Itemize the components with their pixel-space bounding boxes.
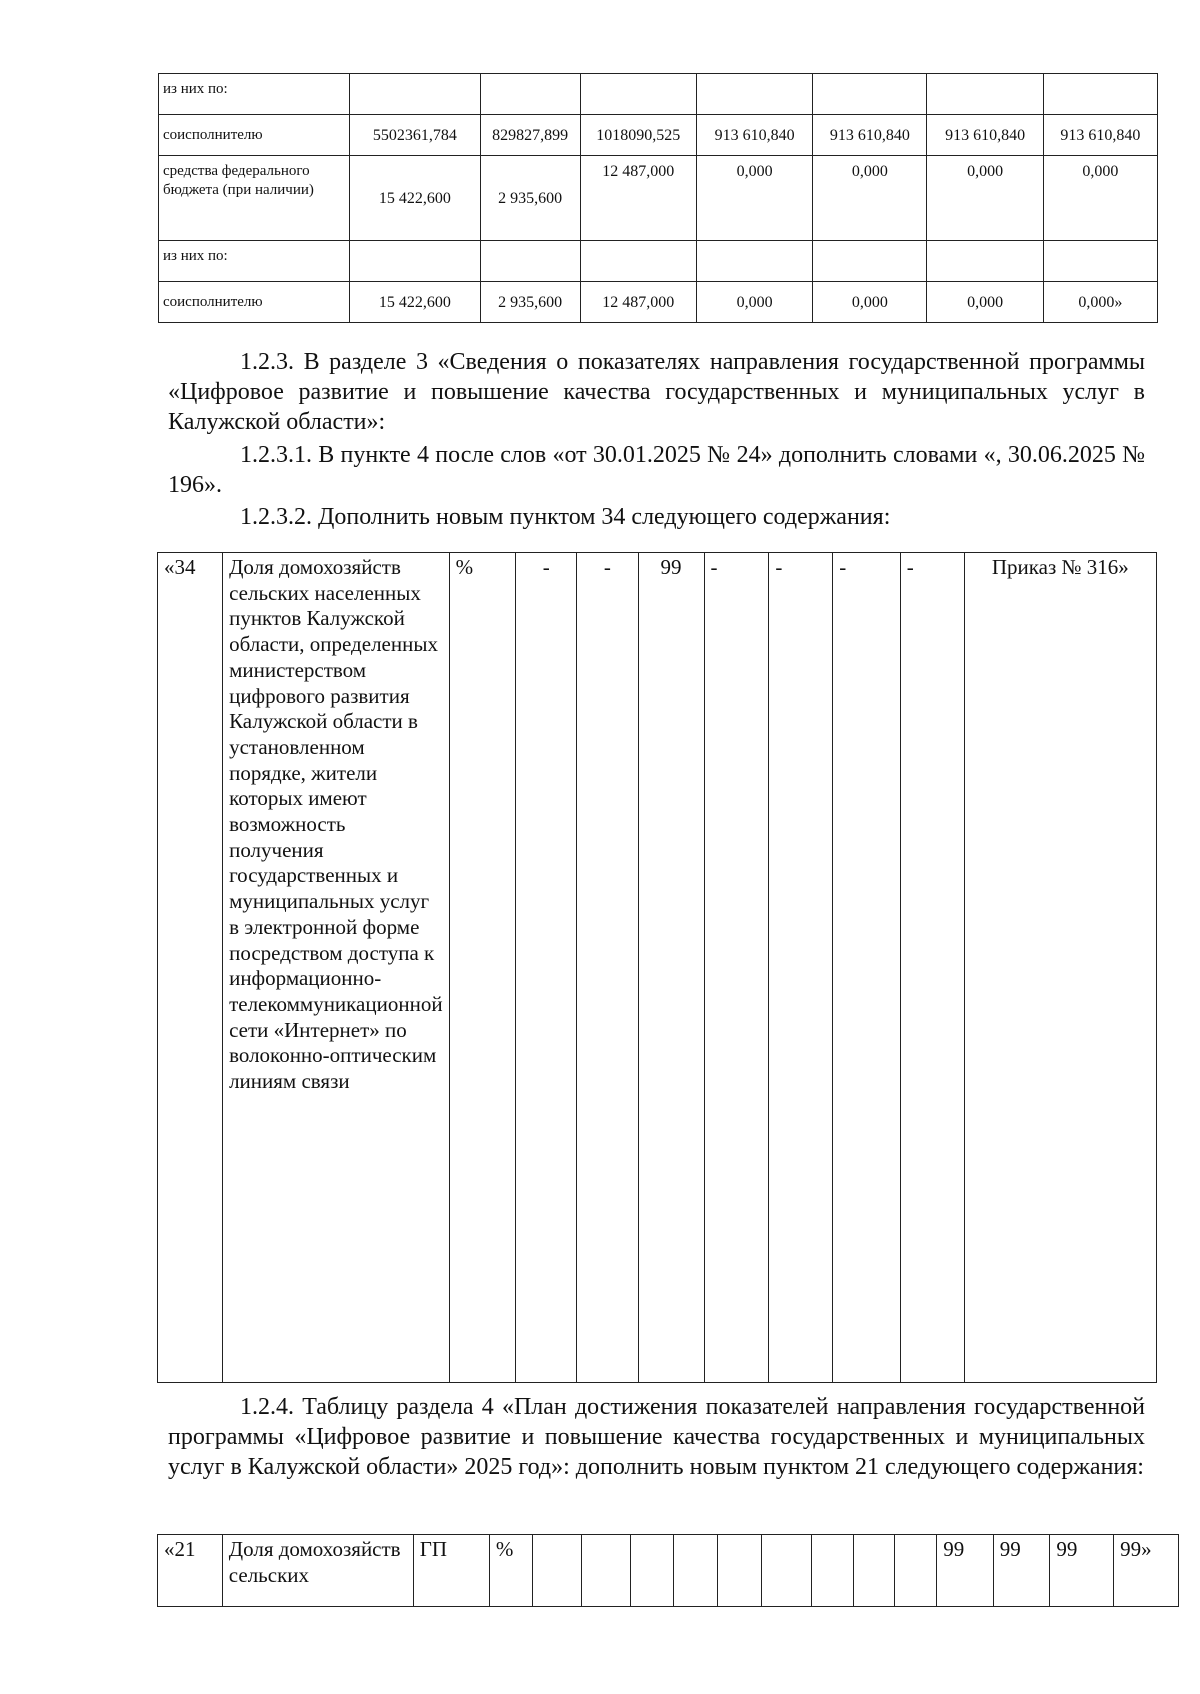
cell: 0,000: [813, 282, 927, 323]
cell: [927, 74, 1043, 115]
cell: 12 487,000: [580, 282, 696, 323]
cell: [350, 74, 481, 115]
unit-cell: %: [489, 1535, 532, 1607]
value-cell: 99: [937, 1535, 994, 1607]
cell: 5502361,784: [350, 115, 481, 156]
cell: 0,000: [813, 156, 927, 241]
paragraph-text: 1.2.3. В разделе 3 «Сведения о показателях направления государственной программы «Цифровое развитие и повышение качества государственных и муниципальных услуг в Калужской области»:: [168, 349, 1145, 435]
item-number: «34: [158, 553, 223, 1383]
value-cell: 99: [1050, 1535, 1114, 1607]
cell: 0,000»: [1043, 282, 1157, 323]
paragraph-1-2-3: [168, 347, 1145, 437]
cell: [813, 74, 927, 115]
value-cell: [811, 1535, 853, 1607]
value-cell: [674, 1535, 718, 1607]
cell: 829827,899: [480, 115, 580, 156]
paragraph-1-2-3-1: [168, 440, 1145, 500]
cell: 0,000: [1043, 156, 1157, 241]
paragraph-1-2-4: [168, 1392, 1145, 1482]
cell: 2 935,600: [480, 156, 580, 241]
cell: 1018090,525: [580, 115, 696, 156]
unit-cell: %: [449, 553, 516, 1383]
cell: 913 610,840: [927, 115, 1043, 156]
value-cell: -: [516, 553, 577, 1383]
item-number: «21: [158, 1535, 223, 1607]
table-row: [159, 156, 1158, 241]
cell: 15 422,600: [350, 156, 481, 241]
paragraph-text: 1.2.4. Таблицу раздела 4 «План достижения показателей направления государственной программы «Цифровое развитие и повышение качества государственных и муниципальных услуг в Калужской области» 2025 год»: дополнить новым пунктом 21 следующего содержания:: [168, 1394, 1145, 1480]
level-cell: ГП: [413, 1535, 489, 1607]
cell: 0,000: [927, 156, 1043, 241]
table-row: [159, 74, 1158, 115]
value-cell: [761, 1535, 811, 1607]
cell: [813, 241, 927, 282]
cell: 0,000: [696, 156, 812, 241]
cell: [480, 241, 580, 282]
value-cell: 99»: [1114, 1535, 1179, 1607]
table-row: [159, 282, 1158, 323]
value-cell: 99: [638, 553, 704, 1383]
finance-table: [158, 73, 1158, 323]
cell: [927, 241, 1043, 282]
paragraph-text: 1.2.3.2. Дополнить новым пунктом 34 следующего содержания:: [240, 504, 891, 530]
value-cell: 99: [993, 1535, 1050, 1607]
cell: 913 610,840: [813, 115, 927, 156]
indicator-name: Доля домохозяйств сельских: [222, 1535, 413, 1607]
value-cell: [630, 1535, 674, 1607]
value-cell: -: [900, 553, 964, 1383]
row-label: средства федерального бюджета (при наличии): [159, 156, 350, 241]
value-cell: [581, 1535, 630, 1607]
indicator-table: [157, 552, 1157, 1383]
value-cell: -: [769, 553, 833, 1383]
table-row: [158, 1535, 1179, 1607]
value-cell: [532, 1535, 581, 1607]
table-row: [159, 241, 1158, 282]
value-cell: [895, 1535, 937, 1607]
cell: [696, 241, 812, 282]
paragraph-1-2-3-2: [168, 502, 1145, 532]
plan-table: [157, 1534, 1179, 1607]
cell: 2 935,600: [480, 282, 580, 323]
indicator-name: Доля домохозяйств сельских населенных пунктов Калужской области, определенных министерством цифрового развития Калужской области в установленном порядке, жители которых имеют возможность получения государственных и муниципальных услуг в электронной форме посредством доступа к информационно-телекоммуникационной сети «Интернет» по волоконно-оптическим линиям связи: [223, 553, 449, 1383]
cell: 0,000: [696, 282, 812, 323]
value-cell: -: [704, 553, 769, 1383]
value-cell: [853, 1535, 895, 1607]
cell: [1043, 74, 1157, 115]
table-row: [158, 553, 1157, 1383]
value-cell: [718, 1535, 762, 1607]
cell: [350, 241, 481, 282]
paragraph-text: 1.2.3.1. В пункте 4 после слов «от 30.01.2025 № 24» дополнить словами «, 30.06.2025 № 196».: [168, 442, 1145, 498]
value-cell: -: [833, 553, 901, 1383]
value-cell: -: [577, 553, 638, 1383]
cell: 913 610,840: [696, 115, 812, 156]
cell: [1043, 241, 1157, 282]
source-cell: Приказ № 316»: [964, 553, 1156, 1383]
cell: [696, 74, 812, 115]
row-label: соисполнителю: [159, 115, 350, 156]
cell: [580, 74, 696, 115]
table-row: [159, 115, 1158, 156]
cell: 913 610,840: [1043, 115, 1157, 156]
cell: 0,000: [927, 282, 1043, 323]
cell: [580, 241, 696, 282]
row-label: соисполнителю: [159, 282, 350, 323]
row-label: из них по:: [159, 241, 350, 282]
cell: [480, 74, 580, 115]
cell: 12 487,000: [580, 156, 696, 241]
row-label: из них по:: [159, 74, 350, 115]
cell: 15 422,600: [350, 282, 481, 323]
